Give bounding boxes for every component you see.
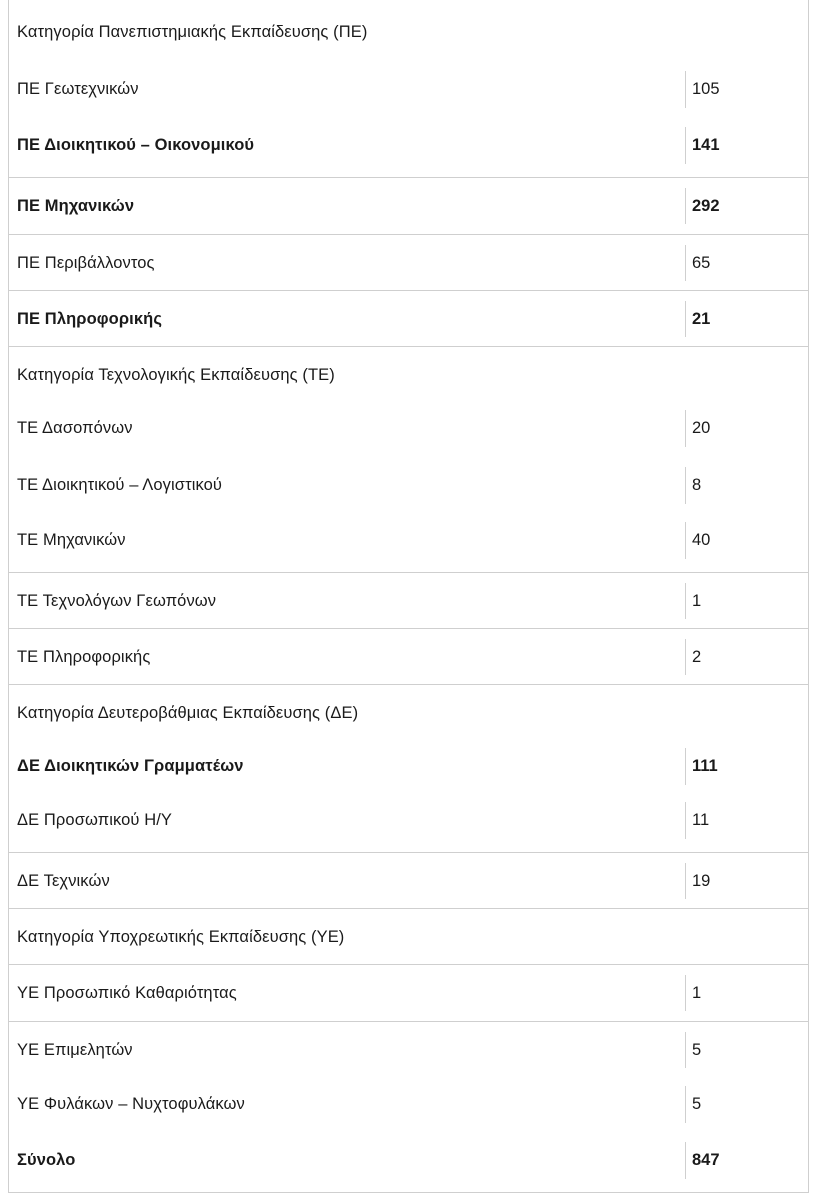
category-header-label: Κατηγορία Τεχνολογικής Εκπαίδευσης (ΤΕ) (17, 365, 335, 384)
row-label: ΠΕ Διοικητικού – Οικονομικού (17, 136, 255, 154)
row-label: ΤΕ Μηχανικών (17, 531, 126, 549)
row-label: ΤΕ Δασοπόνων (17, 419, 133, 437)
row-value: 2 (685, 639, 808, 675)
row-label: ΠΕ Πληροφορικής (17, 309, 162, 328)
row-value: 111 (685, 748, 808, 785)
table-row (9, 792, 808, 849)
row-label: ΤΕ Πληροφορικής (17, 647, 151, 666)
row-label: ΥΕ Επιμελητών (17, 1040, 133, 1059)
row-value: 5 (685, 1086, 808, 1123)
row-value: 1 (685, 583, 808, 619)
category-header-row (9, 684, 808, 741)
row-value: 20 (685, 410, 808, 447)
category-header-label: Κατηγορία Υποχρεωτικής Εκπαίδευσης (ΥΕ) (17, 927, 345, 946)
row-value: 65 (685, 245, 808, 281)
table-row (9, 234, 808, 291)
row-value: 11 (685, 802, 808, 839)
table-row (9, 852, 808, 909)
row-value: 292 (685, 188, 808, 224)
category-header-row (9, 908, 808, 965)
row-label: ΠΕ Γεωτεχνικών (17, 80, 139, 98)
row-label: ΔΕ Προσωπικού Η/Υ (17, 811, 173, 829)
table-row (9, 177, 808, 234)
category-header-row (9, 4, 808, 61)
row-label: ΥΕ Προσωπικό Καθαριότητας (17, 983, 237, 1002)
table-row (9, 1021, 808, 1078)
table-row (9, 512, 808, 569)
table-row (9, 738, 808, 795)
row-value: 141 (685, 127, 808, 164)
row-label: ΠΕ Μηχανικών (17, 196, 135, 215)
row-value: 1 (685, 975, 808, 1011)
staff-category-table (8, 0, 809, 1193)
table-row (9, 290, 808, 347)
row-label: ΠΕ Περιβάλλοντος (17, 253, 155, 272)
category-header-label: Κατηγορία Πανεπιστημιακής Εκπαίδευσης (ΠΕ) (17, 23, 368, 41)
table-row (9, 61, 808, 118)
table-row (9, 400, 808, 457)
table-row (9, 1076, 808, 1133)
row-value: 40 (685, 522, 808, 559)
row-label: ΤΕ Διοικητικού – Λογιστικού (17, 476, 223, 494)
total-row (9, 1132, 808, 1189)
row-label: ΔΕ Διοικητικών Γραμματέων (17, 757, 244, 775)
table-row (9, 572, 808, 629)
row-value: 105 (685, 71, 808, 108)
row-value: 8 (685, 467, 808, 504)
table-row (9, 964, 808, 1021)
table-row (9, 117, 808, 174)
row-value: 21 (685, 301, 808, 337)
row-value: 19 (685, 863, 808, 899)
category-header-label: Κατηγορία Δευτεροβάθμιας Εκπαίδευσης (ΔΕ) (17, 703, 359, 722)
table-row (9, 628, 808, 685)
row-value: 5 (685, 1032, 808, 1068)
row-label: ΔΕ Τεχνικών (17, 871, 110, 890)
row-label: ΤΕ Τεχνολόγων Γεωπόνων (17, 591, 217, 610)
table-row (9, 457, 808, 514)
category-header-row (9, 346, 808, 403)
total-label: Σύνολο (17, 1151, 76, 1169)
row-label: ΥΕ Φυλάκων – Νυχτοφυλάκων (17, 1095, 245, 1113)
total-value: 847 (685, 1142, 808, 1179)
